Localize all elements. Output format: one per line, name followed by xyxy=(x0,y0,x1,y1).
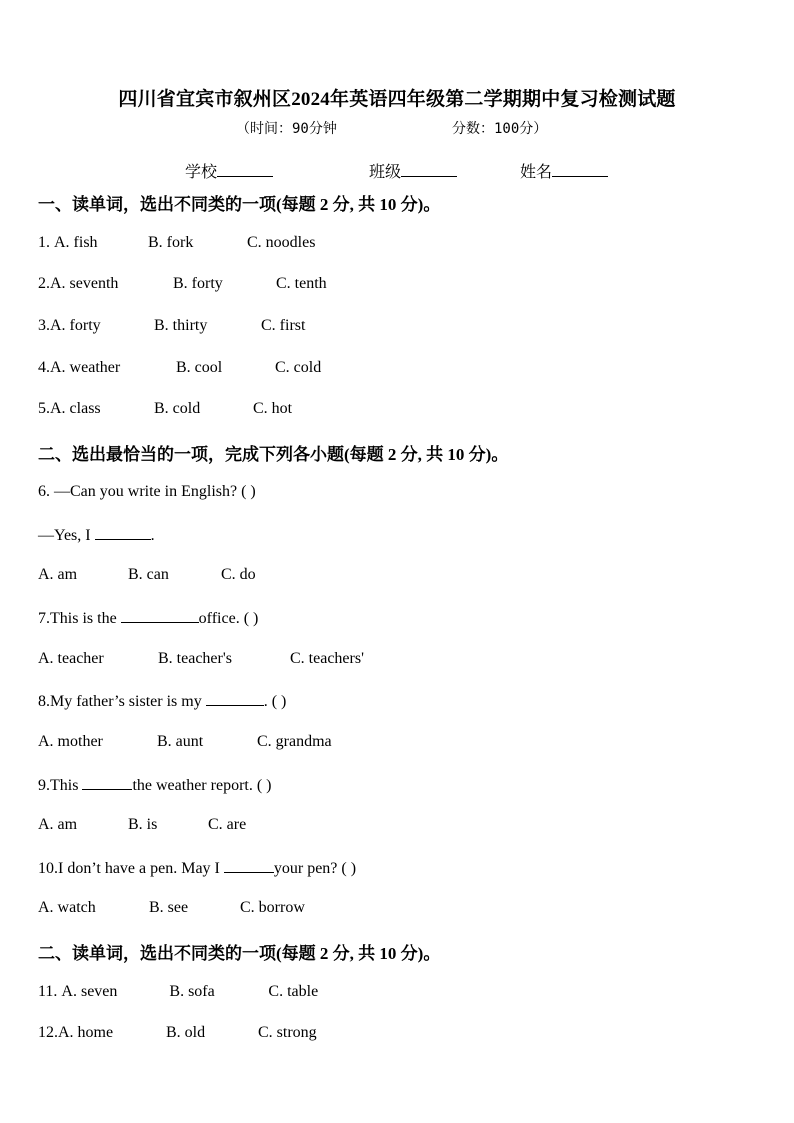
name-label: 姓名 xyxy=(520,164,553,181)
option-a: A. fish xyxy=(54,234,98,251)
stem-text: 10.I don’t have a pen. May I xyxy=(38,860,224,877)
option-b: B. is xyxy=(128,816,158,833)
school-blank xyxy=(217,162,273,177)
question-1 xyxy=(38,234,315,252)
option-a: A. teacher xyxy=(38,650,104,667)
school-field xyxy=(185,159,273,182)
class-blank xyxy=(401,162,457,177)
question-7-stem xyxy=(38,608,258,628)
section-2-heading: 二、选出最恰当的一项，完成下列各小题(每题 2 分, 共 10 分)。 xyxy=(38,445,509,464)
question-8-options xyxy=(38,733,332,751)
question-number: 5. xyxy=(38,400,50,417)
name-blank xyxy=(552,162,608,177)
option-a: A. watch xyxy=(38,899,96,916)
answer-blank xyxy=(121,608,199,623)
option-a: A. mother xyxy=(38,733,103,750)
option-b: B. sofa xyxy=(169,983,215,1000)
question-10-stem xyxy=(38,858,356,878)
class-field xyxy=(369,159,457,182)
reply-end: . xyxy=(150,527,155,544)
question-9-options xyxy=(38,816,246,834)
option-a: A. am xyxy=(38,816,78,833)
question-7-options xyxy=(38,650,364,668)
question-number: 3. xyxy=(38,317,50,334)
page-title: 四川省宜宾市叙州区2024年英语四年级第二学期期中复习检测试题 xyxy=(118,89,676,110)
stem-text-end: the weather report. ( ) xyxy=(132,777,272,794)
answer-blank xyxy=(82,775,132,790)
answer-blank xyxy=(206,691,264,706)
option-b: B. teacher's xyxy=(158,650,232,667)
question-number: 1. xyxy=(38,234,54,251)
stem-text: 7.This is the xyxy=(38,610,121,627)
question-6-options xyxy=(38,566,256,584)
time-limit: （时间：90分钟 xyxy=(236,121,337,137)
option-a: A. seventh xyxy=(50,275,119,292)
stem-text-end: office. ( ) xyxy=(198,610,259,627)
school-label: 学校 xyxy=(185,164,218,181)
option-a: A. class xyxy=(50,400,101,417)
question-2 xyxy=(38,275,327,293)
option-a: A. weather xyxy=(50,359,121,376)
question-number: 2. xyxy=(38,275,50,292)
stem-text-end: . ( ) xyxy=(263,693,287,710)
stem-text: 8.My father’s sister is my xyxy=(38,693,206,710)
option-c: C. grandma xyxy=(257,733,332,750)
option-c: C. noodles xyxy=(247,234,316,251)
question-4 xyxy=(38,359,321,377)
option-a: A. seven xyxy=(61,983,118,1000)
option-b: B. fork xyxy=(148,234,194,251)
option-c: C. table xyxy=(268,983,319,1000)
reply-text: —Yes, I xyxy=(38,527,95,544)
option-b: B. see xyxy=(149,899,189,916)
option-c: C. do xyxy=(221,566,256,583)
question-11 xyxy=(38,983,318,1001)
question-5 xyxy=(38,400,292,418)
option-c: C. teachers' xyxy=(290,650,364,667)
option-c: C. borrow xyxy=(240,899,305,916)
question-6-stem: 6. —Can you write in English? ( ) xyxy=(38,483,256,500)
answer-blank xyxy=(95,525,151,540)
question-number: 12. xyxy=(38,1024,58,1041)
option-b: B. cold xyxy=(154,400,201,417)
answer-blank xyxy=(224,858,274,873)
class-label: 班级 xyxy=(369,164,402,181)
option-c: C. cold xyxy=(275,359,322,376)
stem-text: 9.This xyxy=(38,777,83,794)
section-3-heading: 二、读单词，选出不同类的一项(每题 2 分, 共 10 分)。 xyxy=(38,944,441,963)
option-a: A. am xyxy=(38,566,78,583)
question-10-options xyxy=(38,899,305,917)
option-c: C. strong xyxy=(258,1024,317,1041)
stem-text-end: your pen? ( ) xyxy=(273,860,357,877)
section-1-heading: 一、读单词，选出不同类的一项(每题 2 分, 共 10 分)。 xyxy=(38,195,441,214)
name-field xyxy=(520,159,608,182)
question-9-stem xyxy=(38,775,272,795)
option-a: A. home xyxy=(58,1024,114,1041)
option-c: C. are xyxy=(208,816,247,833)
question-8-stem xyxy=(38,691,286,711)
option-b: B. old xyxy=(166,1024,206,1041)
question-3 xyxy=(38,317,305,335)
option-c: C. tenth xyxy=(276,275,327,292)
question-6-reply xyxy=(38,525,155,545)
option-b: B. can xyxy=(128,566,169,583)
option-b: B. cool xyxy=(176,359,223,376)
question-number: 4. xyxy=(38,359,50,376)
option-b: B. aunt xyxy=(157,733,204,750)
question-12 xyxy=(38,1024,317,1042)
option-a: A. forty xyxy=(50,317,101,334)
option-c: C. hot xyxy=(253,400,293,417)
total-score: 分数：100分） xyxy=(452,121,548,137)
question-number: 11. xyxy=(38,983,62,1000)
option-c: C. first xyxy=(261,317,306,334)
option-b: B. thirty xyxy=(154,317,208,334)
option-b: B. forty xyxy=(173,275,223,292)
